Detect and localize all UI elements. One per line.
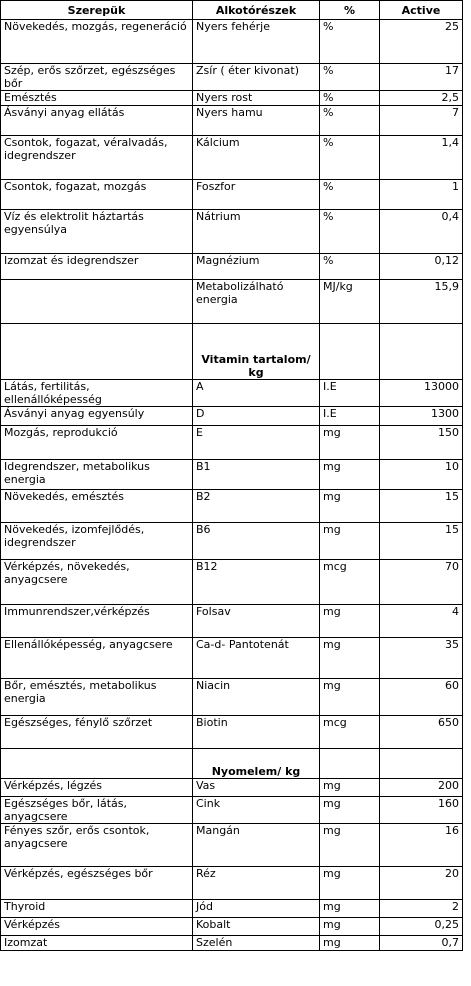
cell-component: B2 [193,490,320,523]
table-row [1,254,463,280]
cell-value: 2 [380,900,463,918]
cell-component: Nátrium [193,210,320,254]
table-row [1,91,463,106]
cell-component: Magnézium [193,254,320,280]
table-row [1,280,463,324]
cell-unit: mg [320,460,380,490]
cell-component: Biotin [193,716,320,749]
section-title: Nyomelem/ kg [193,749,320,779]
cell-role: Mozgás, reprodukció [1,426,193,460]
cell-unit: mg [320,900,380,918]
table-row [1,180,463,210]
cell-role: Izomzat és idegrendszer [1,254,193,280]
section-row [1,749,463,779]
cell-value: 160 [380,797,463,824]
cell-component: Réz [193,867,320,900]
table-row [1,797,463,824]
cell-value: 70 [380,560,463,605]
cell-unit: % [320,91,380,106]
cell-value: 650 [380,716,463,749]
cell-component: Zsír ( éter kivonat) [193,64,320,91]
cell-value: 2,5 [380,91,463,106]
table-row [1,560,463,605]
table-row [1,20,463,64]
table-row [1,64,463,91]
cell-value: 25 [380,20,463,64]
section-title: Vitamin tartalom/ kg [193,324,320,380]
cell-component: A [193,380,320,407]
cell-unit: % [320,210,380,254]
table-row [1,426,463,460]
header-row [1,1,463,20]
cell-role: Bőr, emésztés, metabolikus energia [1,679,193,716]
table-row [1,936,463,951]
cell-role: Vérképzés, egészséges bőr [1,867,193,900]
table-row [1,918,463,936]
cell-value: 1 [380,180,463,210]
cell-component: Cink [193,797,320,824]
cell-role: Növekedés, izomfejlődés, idegrendszer [1,523,193,560]
cell-unit: mg [320,779,380,797]
cell-unit: % [320,136,380,180]
table-row [1,779,463,797]
cell-role: Vérképzés, légzés [1,779,193,797]
header-unit: % [320,1,380,20]
cell-component: Folsav [193,605,320,638]
table-row [1,523,463,560]
cell-role: Szép, erős szőrzet, egészséges bőr [1,64,193,91]
cell-unit: mg [320,426,380,460]
cell-value: 1,4 [380,136,463,180]
cell-unit: mg [320,679,380,716]
cell-value: 35 [380,638,463,679]
table-row [1,638,463,679]
cell-value: 1300 [380,407,463,426]
cell-role: Fényes szőr, erős csontok, anyagcsere [1,824,193,867]
cell-component: Metabolizálható energia [193,280,320,324]
table-row [1,210,463,254]
cell-role [1,280,193,324]
cell-value: 4 [380,605,463,638]
cell-component: Kálcium [193,136,320,180]
cell-value: 20 [380,867,463,900]
table-row [1,900,463,918]
cell-role: Csontok, fogazat, véralvadás, idegrendszer [1,136,193,180]
cell-role: Egészséges bőr, látás, anyagcsere [1,797,193,824]
table-row [1,136,463,180]
cell-role: Víz és elektrolit háztartás egyensúlya [1,210,193,254]
section-empty-cell [320,749,380,779]
cell-unit: mg [320,605,380,638]
cell-value: 17 [380,64,463,91]
cell-value: 7 [380,106,463,136]
cell-unit: I.E [320,407,380,426]
cell-unit: mg [320,918,380,936]
cell-component: Kobalt [193,918,320,936]
cell-component: E [193,426,320,460]
cell-role: Egészséges, fénylő szőrzet [1,716,193,749]
section-empty-cell [1,324,193,380]
cell-unit: mg [320,797,380,824]
cell-component: Niacin [193,679,320,716]
table-row [1,460,463,490]
cell-value: 200 [380,779,463,797]
table-row [1,407,463,426]
table-body [1,20,463,951]
table-row [1,716,463,749]
cell-component: Szelén [193,936,320,951]
cell-value: 0,25 [380,918,463,936]
cell-component: Jód [193,900,320,918]
cell-role: Ellenállóképesség, anyagcsere [1,638,193,679]
cell-component: Nyers hamu [193,106,320,136]
cell-component: B12 [193,560,320,605]
cell-role: Thyroid [1,900,193,918]
table-row [1,605,463,638]
cell-role: Izomzat [1,936,193,951]
cell-component: Foszfor [193,180,320,210]
cell-value: 0,12 [380,254,463,280]
cell-unit: mg [320,523,380,560]
cell-unit: % [320,254,380,280]
cell-component: Ca-d- Pantotenát [193,638,320,679]
cell-component: Mangán [193,824,320,867]
cell-unit: % [320,106,380,136]
header-role: Szerepük [1,1,193,20]
cell-unit: mg [320,638,380,679]
header-active: Active [380,1,463,20]
cell-unit: mg [320,490,380,523]
cell-unit: % [320,180,380,210]
section-empty-cell [380,749,463,779]
cell-role: Növekedés, emésztés [1,490,193,523]
cell-unit: mcg [320,716,380,749]
table-row [1,380,463,407]
header-component: Alkotórészek [193,1,320,20]
cell-role: Vérképzés [1,918,193,936]
cell-value: 15,9 [380,280,463,324]
cell-component: B1 [193,460,320,490]
cell-unit: mg [320,936,380,951]
cell-role: Immunrendszer,vérképzés [1,605,193,638]
cell-value: 0,7 [380,936,463,951]
cell-value: 13000 [380,380,463,407]
cell-value: 15 [380,523,463,560]
section-row [1,324,463,380]
cell-role: Ásványi anyag ellátás [1,106,193,136]
section-empty-cell [380,324,463,380]
cell-unit: % [320,20,380,64]
cell-role: Csontok, fogazat, mozgás [1,180,193,210]
cell-component: D [193,407,320,426]
cell-value: 16 [380,824,463,867]
table-row [1,490,463,523]
cell-unit: mg [320,867,380,900]
cell-value: 10 [380,460,463,490]
cell-role: Látás, fertilitás, ellenállóképesség [1,380,193,407]
table-row [1,824,463,867]
cell-unit: % [320,64,380,91]
cell-value: 150 [380,426,463,460]
table-row [1,679,463,716]
section-empty-cell [1,749,193,779]
cell-unit: I.E [320,380,380,407]
cell-component: Nyers fehérje [193,20,320,64]
cell-unit: mcg [320,560,380,605]
table-row [1,106,463,136]
cell-component: Vas [193,779,320,797]
cell-value: 0,4 [380,210,463,254]
cell-component: Nyers rost [193,91,320,106]
section-empty-cell [320,324,380,380]
cell-role: Növekedés, mozgás, regeneráció [1,20,193,64]
cell-unit: mg [320,824,380,867]
cell-component: B6 [193,523,320,560]
cell-role: Idegrendszer, metabolikus energia [1,460,193,490]
table-row [1,867,463,900]
cell-role: Emésztés [1,91,193,106]
cell-value: 15 [380,490,463,523]
cell-unit: MJ/kg [320,280,380,324]
cell-value: 60 [380,679,463,716]
cell-role: Vérképzés, növekedés, anyagcsere [1,560,193,605]
cell-role: Ásványi anyag egyensúly [1,407,193,426]
